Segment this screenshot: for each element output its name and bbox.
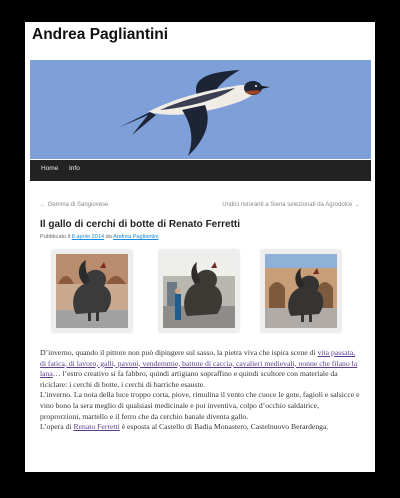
main-navigation [30,160,371,181]
page-container [25,22,375,472]
post-meta [40,234,159,240]
meta-by: da [104,234,114,240]
gallery-thumbnail-3[interactable] [261,250,341,332]
gallery-thumbnail-1[interactable] [52,250,132,332]
site-title[interactable]: Andrea Pagliantini [32,26,169,43]
nav-info-link[interactable]: Info [69,165,80,172]
rooster-photo-workshop [163,254,235,328]
paragraph-1-text-start: D’inverno, quando il pittore non può dipingere sul sasso, la pietra viva che ispira scene di [40,348,318,357]
rooster-photo-courtyard [56,254,128,328]
paragraph-1 [40,348,360,390]
nav-home-link[interactable]: Home [41,165,59,172]
gallery-thumbnail-2[interactable] [159,250,239,332]
paragraph-1-link[interactable]: vita passata, di fatica, di lavoro, galli, pavoni, vendemmie, battute di caccia, cavalieri medievali, nonne che filano la lana [40,348,358,379]
rooster-photo-arches [265,254,337,328]
paragraph-3-text-start: L’opera di [40,422,74,432]
header-banner-image[interactable] [30,60,371,159]
post-author-link[interactable]: Andrea Pagliantini [113,234,159,240]
previous-post-link[interactable]: ← Gemma di Sangiovese [40,202,109,208]
paragraph-3-text-end: è esposta al Castello di Badia Monastero, Castelnuovo Berardenga. [119,422,329,432]
post-date-link[interactable]: 8 aprile 2014 [71,234,105,240]
next-post-link[interactable]: Undici ristoranti a Siena selezionati da Agrodolce → [222,202,360,208]
paragraph-2: L’inverno. La noia della luce troppo corta, piove, rimulina il vento che cuoce le gote, fagioli e salsicce e vino bono la sera meglio di qualsiasi medicinale e poi inventiva, colpo d’occhio saldatrice, proprorzioni, martello e il ferro che da cerchio banale diventa gallo. [40,390,360,421]
meta-prefix: Pubblicato il [40,234,72,240]
paragraph-1-text-end: … l’estro creativo si fa fabbro, quindi artigiano sopraffino e quindi scultore con materiale da riciclare: i cerchi di botte, i cerchi di barriche esauste. [40,369,338,389]
post-title[interactable]: Il gallo di cerchi di botte di Renato Ferretti [40,219,241,230]
artist-link[interactable]: Renato Ferretti [73,422,120,432]
swallow-banner-graphic [30,60,371,159]
paragraph-3 [40,422,360,433]
post-content [40,348,360,433]
